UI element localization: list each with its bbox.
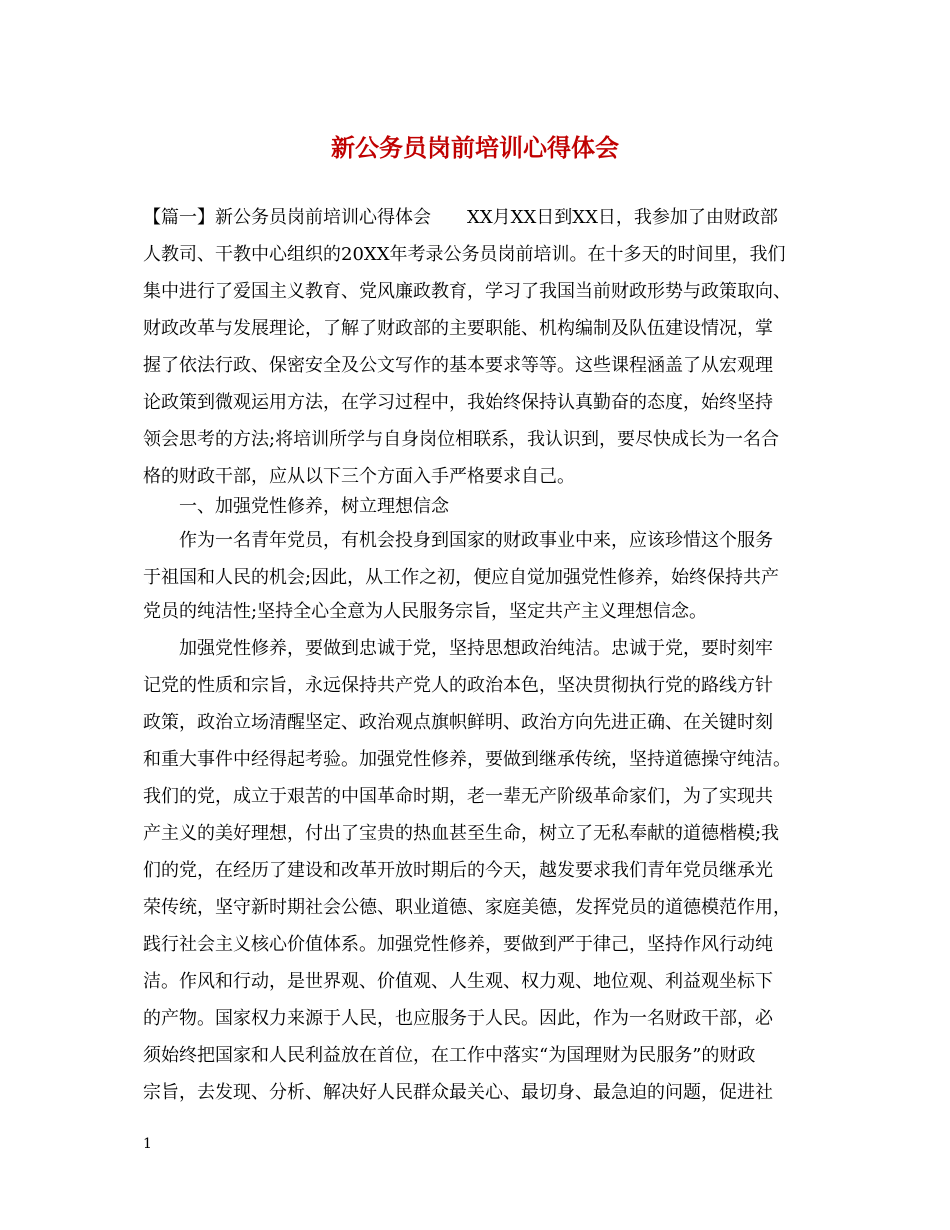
body-text-line: 们的党，在经历了建设和改革开放时期后的今天，越发要求我们青年党员继承光 [143, 860, 773, 881]
body-text-line: 荣传统，坚守新时期社会公德、职业道德、家庭美德，发挥党员的道德模范作用， [143, 897, 791, 918]
body-text-line: 政策，政治立场清醒坚定、政治观点旗帜鲜明、政治方向先进正确、在关键时刻 [143, 712, 773, 733]
body-text-line: 论政策到微观运用方法，在学习过程中，我始终保持认真勤奋的态度，始终坚持 [143, 392, 773, 413]
body-text-line: 和重大事件中经得起考验。加强党性修养，要做到继承传统，坚持道德操守纯洁。 [143, 749, 791, 770]
body-text-line: 【篇一】新公务员岗前培训心得体会 XX月XX日到XX日，我参加了由财政部 [143, 207, 778, 228]
body-text-line: 党员的纯洁性;坚持全心全意为人民服务宗旨，坚定共产主义理想信念。 [143, 601, 708, 622]
document-title: 新公务员岗前培训心得体会 [331, 133, 619, 162]
body-text-line: 须始终把国家和人民利益放在首位，在工作中落实“为国理财为民服务”的财政 [143, 1045, 756, 1066]
body-text-line: 我们的党，成立于艰苦的中国革命时期，老一辈无产阶级革命家们，为了实现共 [143, 786, 773, 807]
section-heading: 一、加强党性修养，树立理想信念 [179, 496, 449, 517]
body-text-line: 宗旨，去发现、分析、解决好人民群众最关心、最切身、最急迫的问题，促进社 [143, 1082, 773, 1103]
body-text-line: 加强党性修养，要做到忠诚于党，坚持思想政治纯洁。忠诚于党，要时刻牢 [179, 638, 773, 659]
body-text-line: 的产物。国家权力来源于人民，也应服务于人民。因此，作为一名财政干部，必 [143, 1008, 773, 1029]
page-number: 1 [143, 1136, 152, 1152]
body-text-line: 领会思考的方法;将培训所学与自身岗位相联系，我认识到，要尽快成长为一名合 [143, 429, 780, 450]
body-text-line: 财政改革与发展理论，了解了财政部的主要职能、机构编制及队伍建设情况，掌 [143, 318, 773, 339]
body-text-line: 作为一名青年党员，有机会投身到国家的财政事业中来，应该珍惜这个服务 [179, 530, 773, 551]
body-text-line: 记党的性质和宗旨，永远保持共产党人的政治本色，坚决贯彻执行党的路线方针 [143, 675, 773, 696]
body-text-line: 握了依法行政、保密安全及公文写作的基本要求等等。这些课程涵盖了从宏观理 [143, 355, 773, 376]
body-text-line: 践行社会主义核心价值体系。加强党性修养，要做到严于律己，坚持作风行动纯 [143, 934, 773, 955]
body-text-line: 洁。作风和行动，是世界观、价值观、人生观、权力观、地位观、利益观坐标下 [143, 971, 773, 992]
body-text-line: 格的财政干部，应从以下三个方面入手严格要求自己。 [143, 466, 575, 487]
body-text-line: 产主义的美好理想，付出了宝贵的热血甚至生命，树立了无私奉献的道德楷模;我 [143, 823, 780, 844]
body-text-line: 集中进行了爱国主义教育、党风廉政教育，学习了我国当前财政形势与政策取向、 [143, 281, 791, 302]
body-text-line: 于祖国和人民的机会;因此，从工作之初，便应自觉加强党性修养，始终保持共产 [143, 567, 780, 588]
body-text-line: 人教司、干教中心组织的20XX年考录公务员岗前培训。在十多天的时间里，我们 [143, 244, 786, 265]
